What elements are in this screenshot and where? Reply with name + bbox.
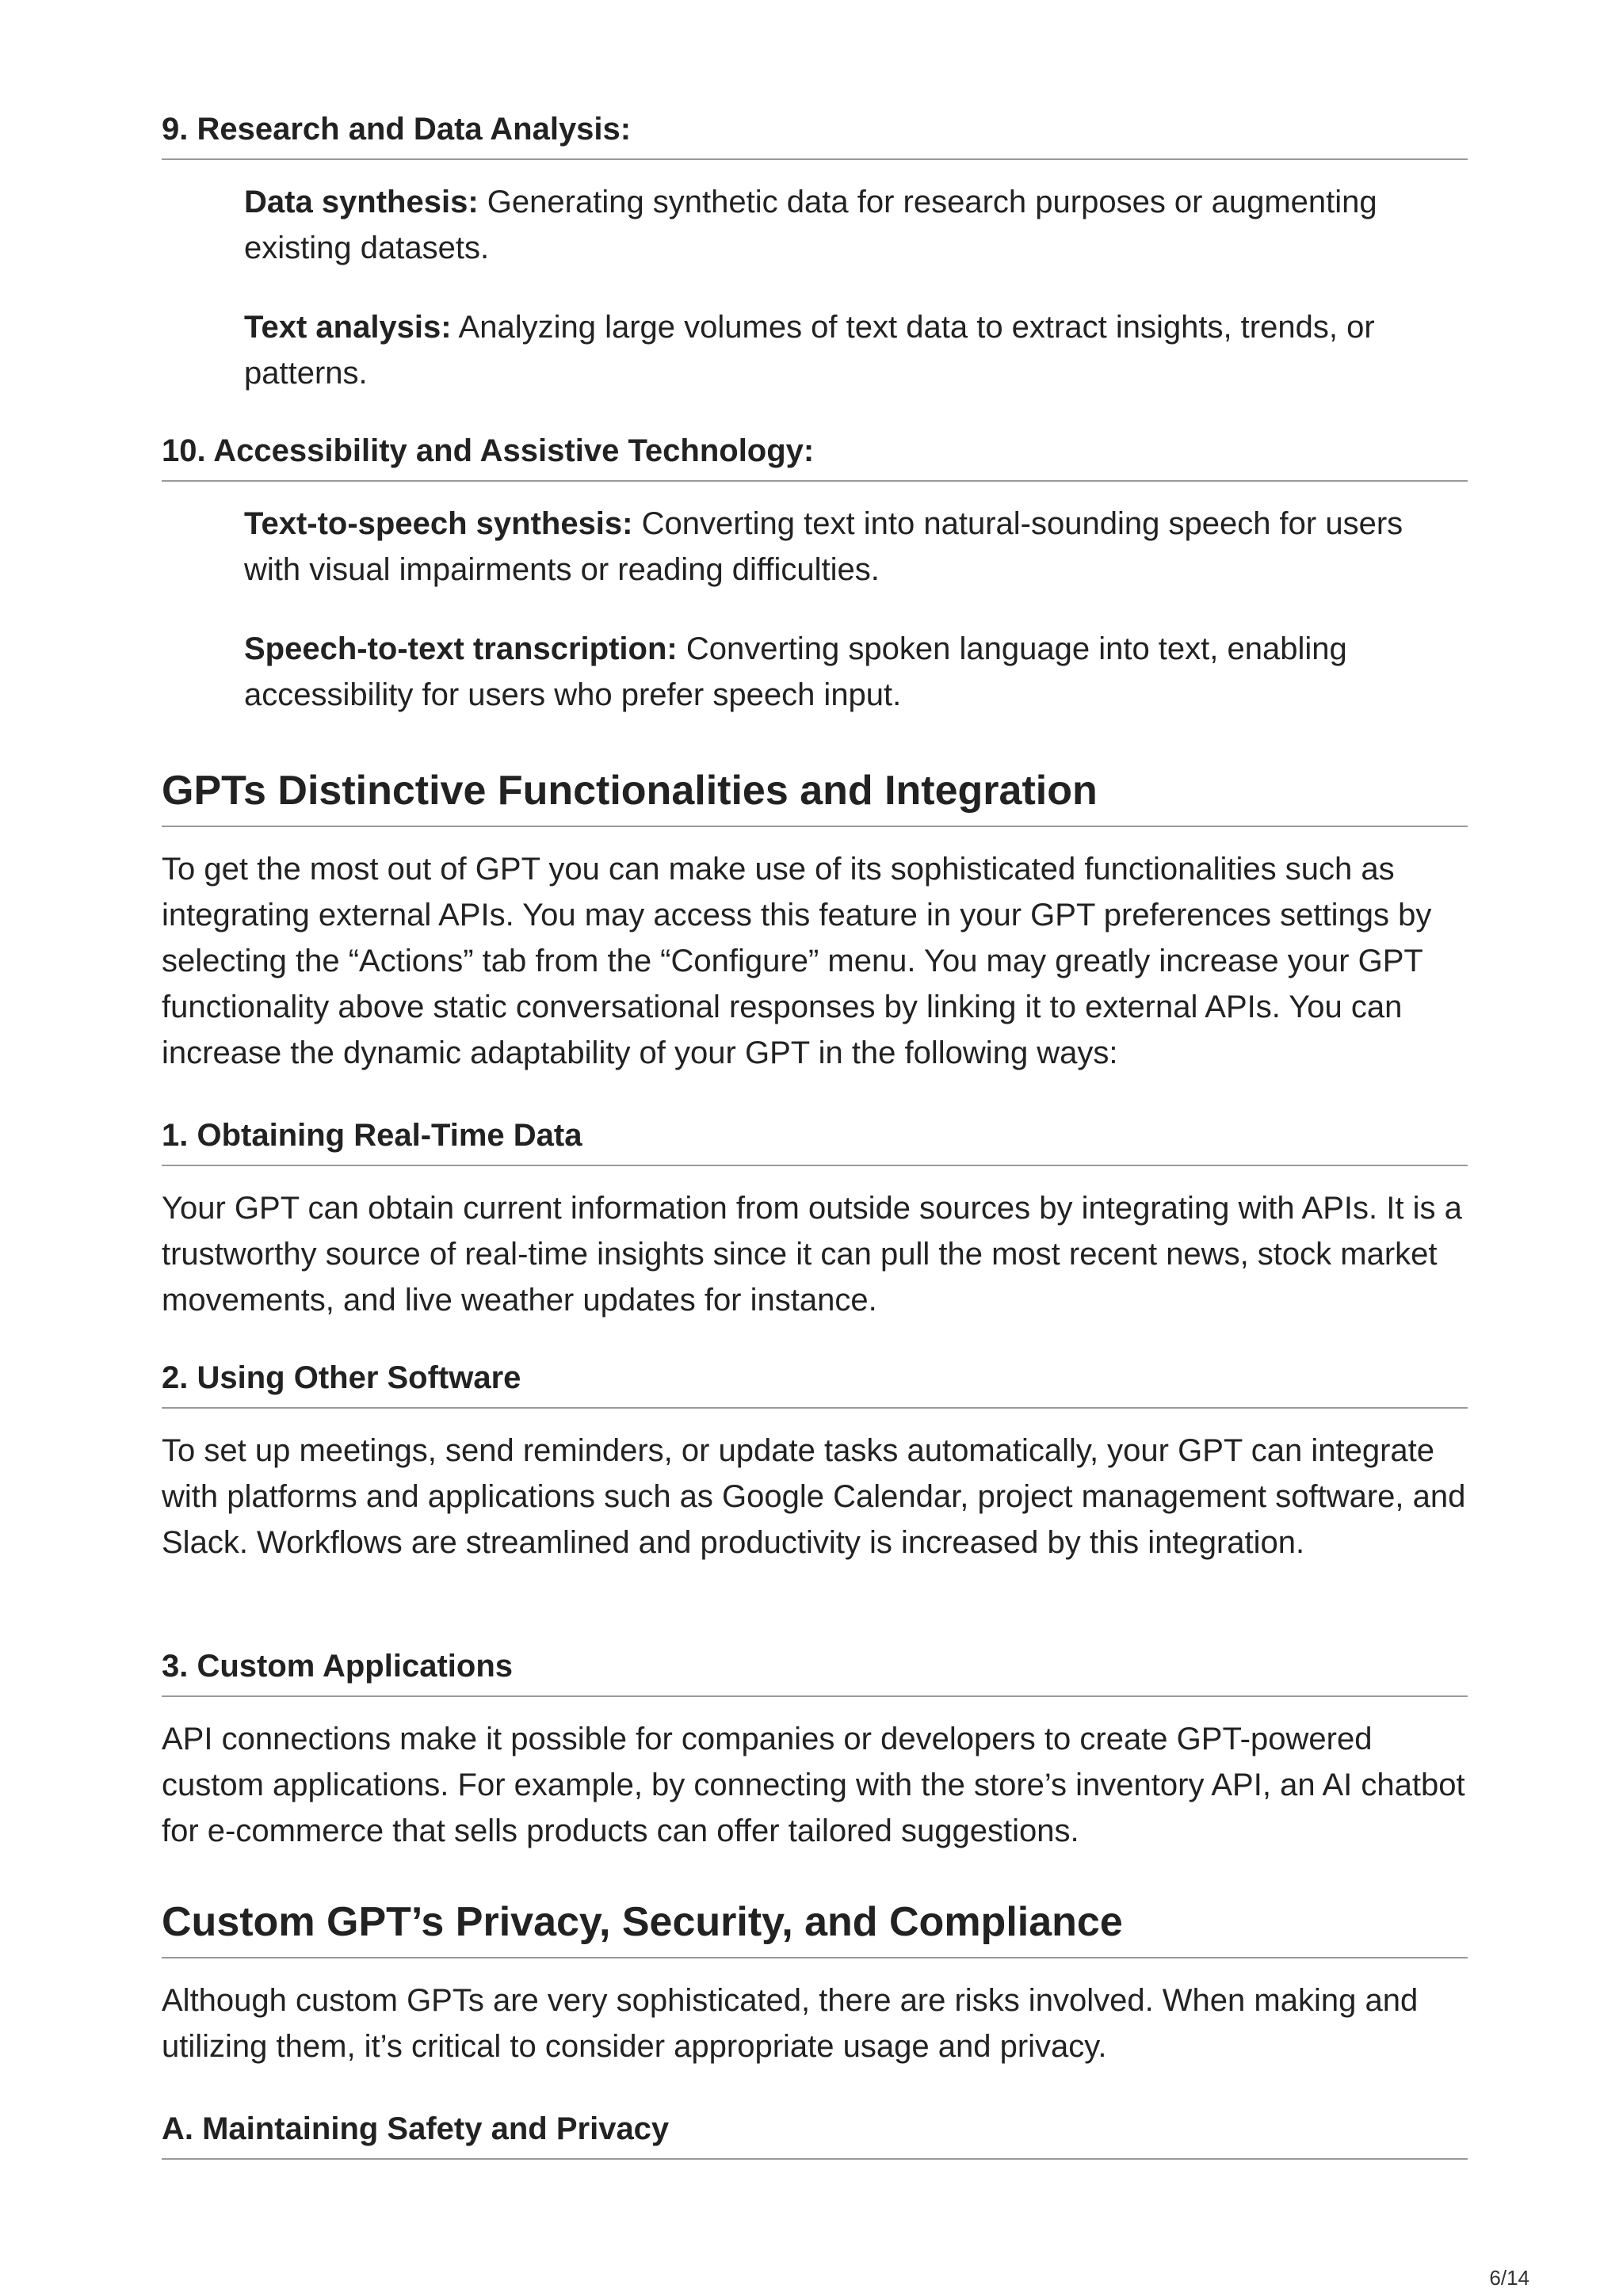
section-privacy-security (162, 1898, 1468, 2069)
item-term: Speech-to-text transcription: (244, 631, 678, 666)
section-title: Custom GPT’s Privacy, Security, and Compliance (162, 1898, 1468, 1958)
list-item (162, 304, 1468, 396)
item-term: Data synthesis: (244, 185, 479, 219)
paragraph: Your GPT can obtain current information from outside sources by integrating with APIs. It is a trustworthy source of real-time insights since it can pull the most recent news, stock market movements, and live weather updates for instance. (162, 1191, 1462, 1318)
subsection-heading: 3. Custom Applications (162, 1648, 1468, 1697)
item-text: Analyzing large volumes of text data to extract insights, trends, or patterns. (244, 310, 1375, 391)
section-research-data-analysis (162, 111, 1468, 396)
subsection-other-software (162, 1360, 1468, 1566)
list-item (162, 626, 1468, 718)
subsection-heading: 2. Using Other Software (162, 1360, 1468, 1409)
paragraph: To set up meetings, send reminders, or update tasks automatically, your GPT can integrate with platforms and applications such as Google Calendar, project management software, and Slack. Workflows are streamlined and productivity is increased by this integration. (162, 1433, 1466, 1560)
subsection-custom-applications (162, 1648, 1468, 1854)
paragraph: Although custom GPTs are very sophisticated, there are risks involved. When making and utilizing them, it’s critical to consider appropriate usage and privacy. (162, 1983, 1419, 2064)
section-accessibility (162, 433, 1468, 718)
subsection-real-time-data (162, 1117, 1468, 1323)
subsection-heading: A. Maintaining Safety and Privacy (162, 2111, 1468, 2160)
paragraph: To get the most out of GPT you can make use of its sophisticated functionalities such as integrating external APIs. You may access this feature in your GPT preferences settings by selecting the “Actions” tab from the “Configure” menu. You may greatly increase your GPT functionality above static conversational responses by linking it to external APIs. You can increase the dynamic adaptability of your GPT in the following ways: (162, 852, 1432, 1070)
item-text: Converting spoken language into text, enabling accessibility for users who prefer speech input. (244, 631, 1347, 712)
item-term: Text-to-speech synthesis: (244, 506, 633, 541)
subsection-heading: 1. Obtaining Real-Time Data (162, 1117, 1468, 1166)
section-heading: 9. Research and Data Analysis: (162, 111, 1468, 160)
paragraph: API connections make it possible for companies or developers to create GPT-powered custom applications. For example, by connecting with the store’s inventory API, an AI chatbot for e-commerce that sells products can offer tailored suggestions. (162, 1722, 1465, 1848)
section-title: GPTs Distinctive Functionalities and Integration (162, 767, 1468, 827)
section-gpts-functionalities (162, 767, 1468, 1076)
section-heading: 10. Accessibility and Assistive Technology: (162, 433, 1468, 482)
subsection-safety-privacy (162, 2111, 1468, 2160)
list-item (162, 179, 1468, 271)
list-item (162, 501, 1468, 593)
item-text: Generating synthetic data for research purposes or augmenting existing datasets. (244, 185, 1377, 265)
item-text: Converting text into natural-sounding speech for users with visual impairments or reading difficulties. (244, 506, 1403, 587)
page-number: 6/14 (1489, 2266, 1529, 2290)
item-term: Text analysis: (244, 310, 452, 345)
